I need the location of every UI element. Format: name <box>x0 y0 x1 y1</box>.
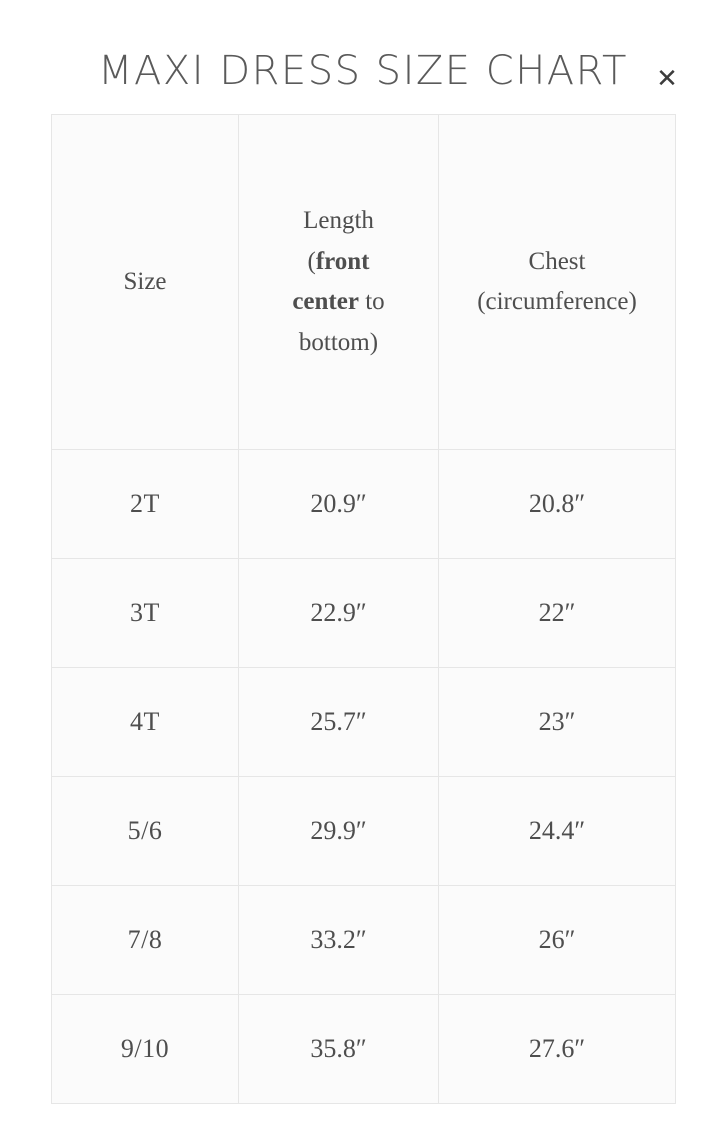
column-header-length-line4: bottom) <box>298 328 379 356</box>
cell-length: 25.7″ <box>239 668 439 777</box>
cell-length: 33.2″ <box>239 886 439 995</box>
column-header-chest <box>439 115 676 450</box>
cell-size: 9/10 <box>52 995 239 1104</box>
table-row <box>52 450 676 559</box>
column-header-size <box>52 115 239 450</box>
table-header-row <box>52 115 676 450</box>
column-header-chest-line1: Chest <box>528 247 586 275</box>
cell-chest: 20.8″ <box>439 450 676 559</box>
length-bold-front: front <box>315 247 370 275</box>
page-title: MAXI DRESS SIZE CHART <box>98 48 628 94</box>
column-header-chest-line2: (circumference) <box>477 288 637 315</box>
table-row <box>52 668 676 777</box>
cell-length: 29.9″ <box>239 777 439 886</box>
cell-length: 20.9″ <box>239 450 439 559</box>
cell-length: 22.9″ <box>239 559 439 668</box>
column-header-size-label: Size <box>123 267 167 295</box>
column-header-length-line3 <box>253 282 424 323</box>
cell-size: 5/6 <box>52 777 239 886</box>
cell-chest: 24.4″ <box>439 777 676 886</box>
table-row <box>52 559 676 668</box>
table-row <box>52 886 676 995</box>
length-bold-center: center <box>292 288 359 315</box>
column-header-length-line2 <box>253 242 424 283</box>
cell-chest: 27.6″ <box>439 995 676 1104</box>
cell-length: 35.8″ <box>239 995 439 1104</box>
table-row <box>52 777 676 886</box>
size-chart-table-wrapper <box>51 114 675 1104</box>
cell-size: 4T <box>52 668 239 777</box>
close-icon[interactable]: ✕ <box>656 64 678 94</box>
cell-chest: 26″ <box>439 886 676 995</box>
length-to: to <box>358 288 385 315</box>
cell-size: 3T <box>52 559 239 668</box>
size-chart-table <box>51 114 676 1104</box>
cell-size: 2T <box>52 450 239 559</box>
cell-size: 7/8 <box>52 886 239 995</box>
table-row <box>52 995 676 1104</box>
cell-chest: 23″ <box>439 668 676 777</box>
cell-chest: 22″ <box>439 559 676 668</box>
column-header-length <box>239 115 439 450</box>
column-header-length-line1: Length <box>303 207 374 234</box>
length-paren-open: ( <box>307 247 316 275</box>
